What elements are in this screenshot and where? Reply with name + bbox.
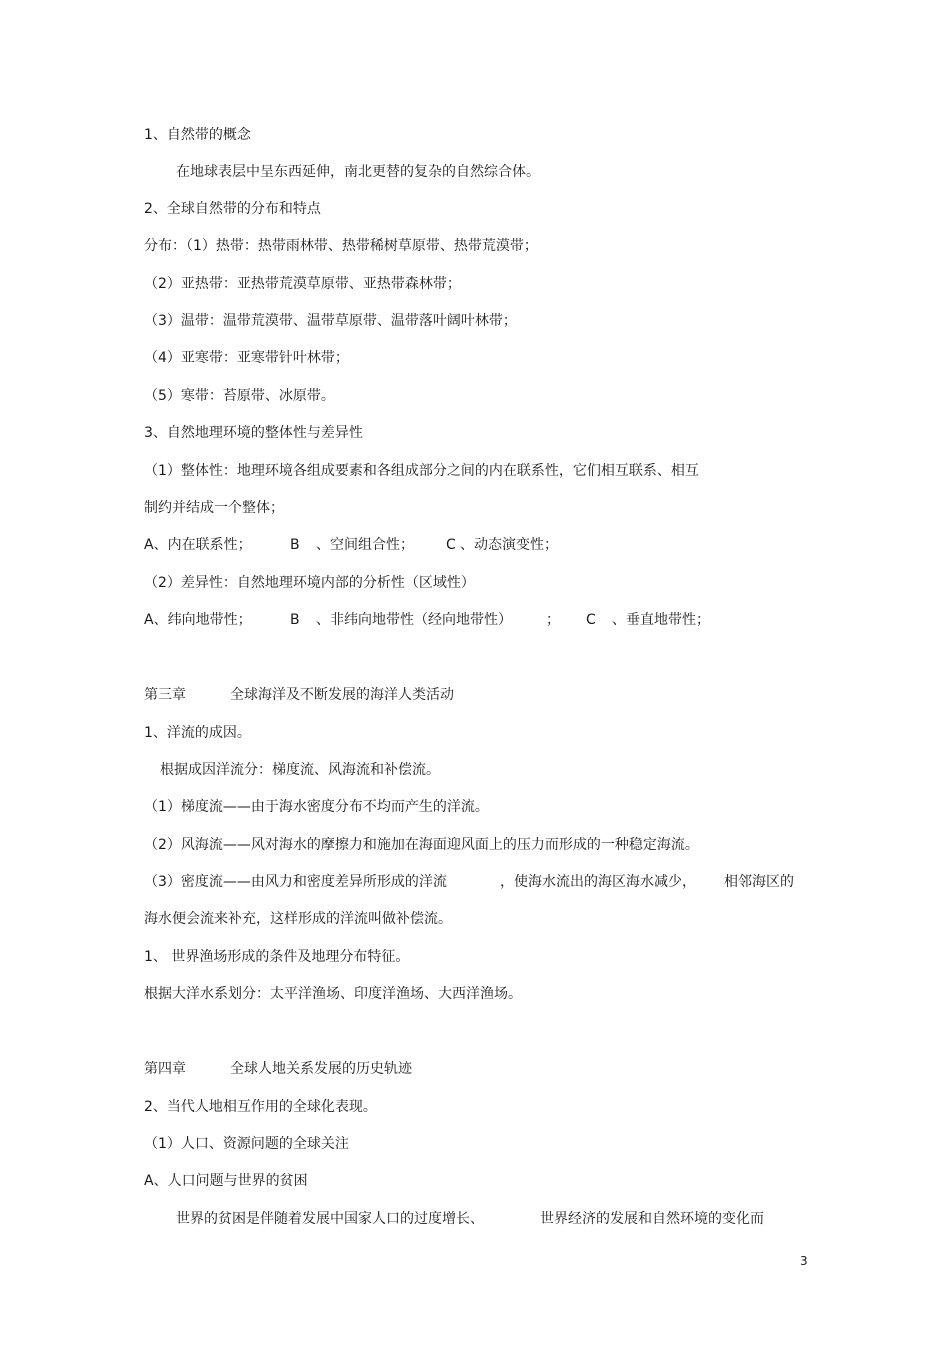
option-a: A、内在联系性； — [144, 537, 252, 553]
paragraph: （1）人口、资源问题的全球关注 — [144, 1136, 349, 1152]
section-heading: 2、全球自然带的分布和特点 — [144, 201, 321, 217]
paragraph: 在地球表层中呈东西延伸，南北更替的复杂的自然综合体。 — [176, 164, 540, 180]
paragraph: （3）密度流——由风力和密度差异所形成的洋流 — [144, 874, 447, 890]
paragraph: 相邻海区的 — [724, 874, 794, 890]
chapter-title: 全球人地关系发展的历史轨迹 — [230, 1061, 412, 1077]
option-b: 、空间组合性； — [316, 537, 414, 553]
paragraph: （2）亚热带：亚热带荒漠草原带、亚热带森林带； — [144, 276, 461, 292]
paragraph: （4）亚寒带：亚寒带针叶林带； — [144, 350, 349, 366]
paragraph: ，使海水流出的海区海水减少， — [500, 874, 696, 890]
paragraph: （1）梯度流——由于海水密度分布不均而产生的洋流。 — [144, 799, 489, 815]
section-heading: 1、自然带的概念 — [144, 127, 251, 143]
paragraph: （1）整体性：地理环境各组成要素和各组成部分之间的内在联系性，它们相互联系、相互 — [144, 463, 699, 479]
option-b: 、非纬向地带性（经向地带性） — [316, 612, 512, 628]
option-c-letter: C — [446, 537, 456, 553]
paragraph: （2）风海流——风对海水的摩擦力和施加在海面迎风面上的压力而形成的一种稳定海流。 — [144, 837, 699, 853]
section-heading: 2、当代人地相互作用的全球化表现。 — [144, 1099, 377, 1115]
option-a: A、纬向地带性； — [144, 612, 252, 628]
paragraph: 海水便会流来补充，这样形成的洋流叫做补偿流。 — [144, 911, 452, 927]
paragraph: （2）差异性：自然地理环境内部的分析性（区域性） — [144, 575, 475, 591]
paragraph: （3）温带：温带荒漠带、温带草原带、温带落叶阔叶林带； — [144, 313, 517, 329]
chapter-number: 第四章 — [144, 1061, 186, 1077]
option-b-letter: B — [290, 612, 300, 628]
chapter-title: 全球海洋及不断发展的海洋人类活动 — [230, 687, 454, 703]
option-c-letter: C — [586, 612, 596, 628]
paragraph: 根据成因洋流分：梯度流、风海流和补偿流。 — [160, 762, 440, 778]
paragraph: （5）寒带：苔原带、冰原带。 — [144, 388, 335, 404]
option-c: 、动态演变性； — [460, 537, 558, 553]
paragraph: 根据大洋水系划分：太平洋渔场、印度洋渔场、大西洋渔场。 — [144, 986, 522, 1002]
page-number: 3 — [800, 1254, 808, 1268]
chapter-number: 第三章 — [144, 687, 186, 703]
paragraph: 制约并结成一个整体； — [144, 500, 284, 516]
section-heading: 1、 世界渔场形成的条件及地理分布特征。 — [144, 949, 410, 965]
paragraph: 世界的贫困是伴随着发展中国家人口的过度增长、 — [176, 1211, 484, 1227]
separator: ； — [546, 612, 560, 628]
paragraph: 世界经济的发展和自然环境的变化而 — [540, 1211, 764, 1227]
section-heading: 1、洋流的成因。 — [144, 725, 251, 741]
option-b-letter: B — [290, 537, 300, 553]
section-heading: 3、自然地理环境的整体性与差异性 — [144, 425, 363, 441]
option-c: 、垂直地带性； — [612, 612, 710, 628]
paragraph: 分布：（1）热带：热带雨林带、热带稀树草原带、热带荒漠带； — [144, 238, 538, 254]
paragraph: A、人口问题与世界的贫困 — [144, 1173, 308, 1189]
